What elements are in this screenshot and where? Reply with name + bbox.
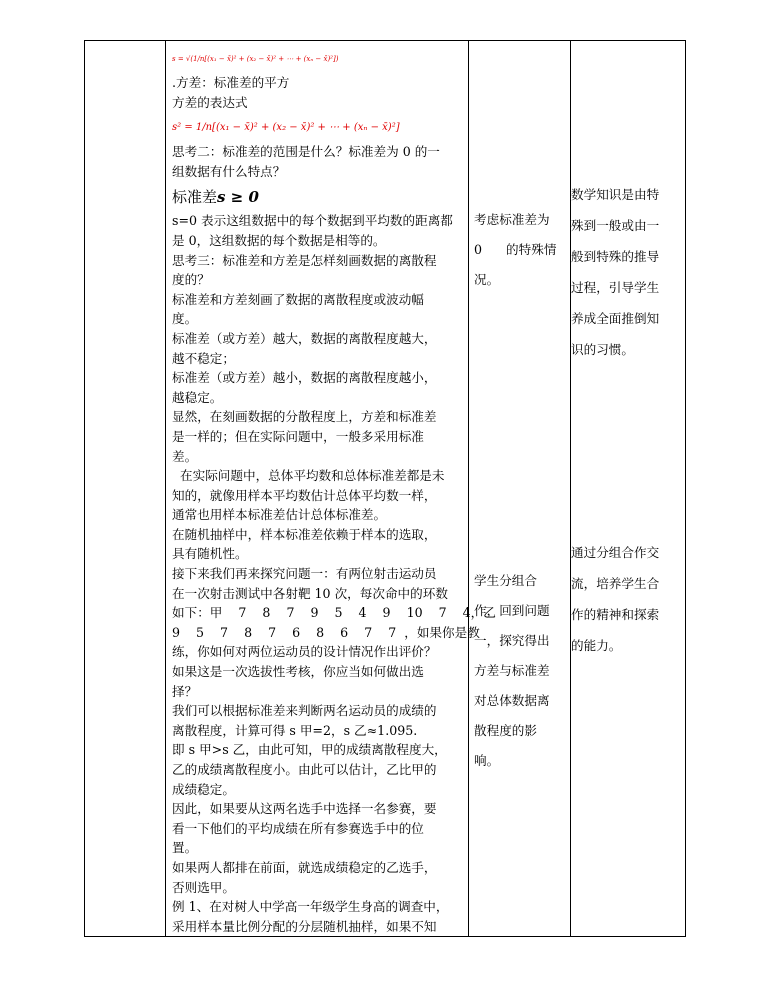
activity-line: 作，回到问题	[474, 603, 550, 618]
text-line: 接下来我们再来探究问题一：有两位射击运动员	[172, 566, 437, 582]
text-line: 在一次射击测试中各射靶 10 次，每次命中的环数	[172, 585, 448, 601]
text-line: 例 1、在对树人中学高一年级学生身高的调查中，	[172, 899, 449, 915]
text-line: 9 5 7 8 7 6 8 6 7 7 ，如果你是教	[172, 624, 480, 640]
activity-line: 考虑标准差为	[474, 212, 550, 227]
text-line: 是一样的；但在实际问题中，一般多采用标准	[172, 428, 424, 444]
intent-line: 流，培养学生合	[571, 576, 660, 591]
text-line: 我们可以根据标准差来判断两名运动员的成绩的	[172, 703, 437, 719]
activity-line: 况。	[474, 272, 500, 287]
activity-line: 散程度的影	[474, 723, 537, 738]
column-divider	[570, 41, 571, 936]
activity-line: 0 的特殊情	[474, 242, 557, 257]
text-line: 否则选甲。	[172, 879, 235, 895]
text-line: 差。	[172, 448, 198, 464]
text-line: 组数据有什么特点？	[172, 163, 286, 179]
intent-line: 般到特殊的推导	[571, 249, 660, 264]
text-line: 标准差（或方差）越小，数据的离散程度越小，	[172, 370, 437, 386]
std-range-label: 标准差	[172, 188, 218, 207]
text-line: 在随机抽样中，样本标准差依赖于样本的选取，	[172, 526, 437, 542]
text-line: 因此，如果要从这两名选手中选择一名参赛，要	[172, 801, 437, 817]
text-line: .方差：标准差的平方	[172, 75, 290, 90]
text-line: 在实际问题中，总体平均数和总体标准差都是未	[172, 468, 445, 484]
text-line: 看一下他们的平均成绩在所有参赛选手中的位	[172, 820, 424, 836]
text-line: 置。	[172, 840, 198, 856]
text-line: s=0 表示这组数据中的每个数据到平均数的距离都	[172, 213, 453, 229]
variance-formula: s² = 1/n[(x₁ − x̄)² + (x₂ − x̄)² + ⋯ + (xₙ − x̄)²]	[172, 122, 400, 134]
text-line: 即 s 甲>s 乙，由此可知，甲的成绩离散程度大，	[172, 742, 447, 758]
text-line: 度的？	[172, 272, 210, 288]
intent-line: 数学知识是由特	[571, 187, 660, 202]
activity-line: 方差与标准差	[474, 663, 550, 678]
text-line: 择？	[172, 683, 198, 699]
text-line: 是 0，这组数据的每个数据是相等的。	[172, 232, 386, 248]
text-line: 乙的成绩离散程度小。由此可以估计，乙比甲的	[172, 762, 437, 777]
intent-line: 作的精神和探索	[571, 607, 660, 622]
intent-line: 养成全面推倒知	[571, 311, 660, 326]
text-line: 显然，在刻画数据的分散程度上，方差和标准差	[172, 409, 437, 425]
activity-line: 响。	[474, 753, 500, 768]
text-line: 知的，就像用样本平均数估计总体平均数一样，	[172, 487, 437, 503]
text-line: 具有随机性。	[172, 546, 248, 562]
intent-line: 通过分组合作交	[571, 545, 660, 560]
design-intent-cell-2	[571, 537, 681, 661]
text-line: 方差的表达式	[172, 94, 248, 110]
text-line: 标准差（或方差）越大，数据的离散程度越大，	[172, 330, 437, 346]
intent-line: 识的习惯。	[571, 342, 634, 357]
design-intent-cell-1	[571, 179, 681, 365]
text-line: 思考二：标准差的范围是什么？标准差为 0 的一	[172, 144, 440, 160]
text-line: 越稳定。	[172, 389, 223, 405]
text-line: 思考三：标准差和方差是怎样刻画数据的离散程	[172, 252, 437, 268]
text-line: 如下：甲 7 8 7 9 5 4 9 10 7 4，乙	[172, 605, 496, 621]
text-line: 练，你如何对两位运动员的设计情况作出评价？	[172, 644, 437, 660]
student-activity-cell-1	[474, 205, 557, 295]
student-activity-cell-2	[474, 566, 557, 776]
std-range-expr: s ≥ 0	[217, 188, 259, 207]
text-line: 标准差和方差刻画了数据的离散程度或波动幅	[172, 291, 424, 307]
lesson-table	[84, 40, 686, 937]
intent-line: 的能力。	[571, 638, 622, 653]
text-line: 越不稳定；	[172, 350, 235, 366]
teaching-content-cell	[166, 41, 548, 936]
text-line: 如果这是一次选拔性考核，你应当如何做出选	[172, 664, 424, 680]
text-line: 度。	[172, 311, 198, 327]
activity-line: 一，探究得出	[474, 633, 550, 648]
text-line: 通常也用样本标准差估计总体标准差。	[172, 507, 387, 523]
activity-line: 对总体数据离	[474, 693, 550, 708]
text-line: 如果两人都排在前面，就选成绩稳定的乙选手，	[172, 859, 437, 875]
intent-line: 过程，引导学生	[571, 280, 660, 295]
intent-line: 殊到一般或由一	[571, 218, 660, 233]
text-line: 采用样本量比例分配的分层随机抽样，如果不知	[172, 918, 437, 934]
text-line: 离散程度，计算可得 s 甲=2，s 乙≈1.095.	[172, 722, 418, 738]
activity-line: 学生分组合	[474, 573, 537, 588]
text-line: 成绩稳定。	[172, 781, 235, 797]
std-formula: s = √(1/n[(x₁ − x̄)² + (x₂ − x̄)² + ⋯ + (xₙ − x̄)²])	[172, 55, 339, 63]
